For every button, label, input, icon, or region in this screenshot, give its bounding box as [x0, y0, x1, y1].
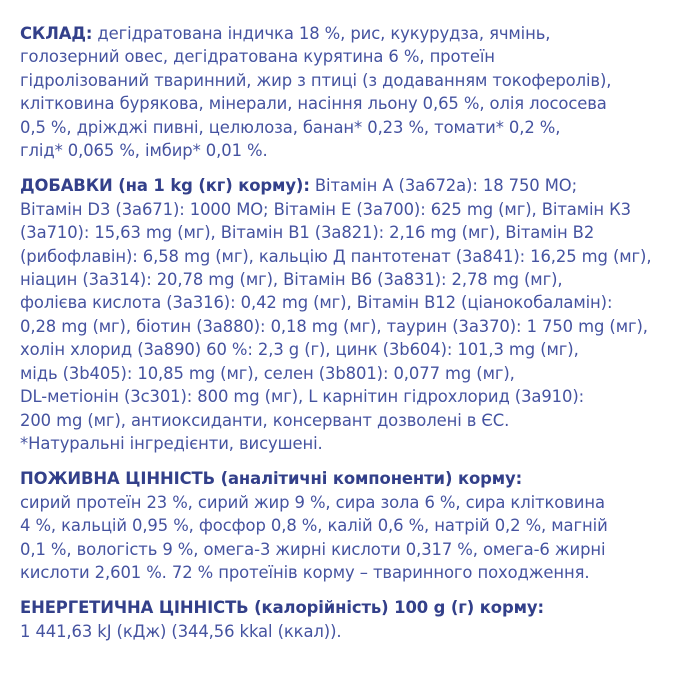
additives-first-text: Вітамін А (3а672а): 18 750 МО; [309, 176, 577, 196]
additives-line: мідь (3b405): 10,85 mg (мг), селен (3b801): 0,077 mg (мг), [20, 363, 515, 383]
additives-line: 0,28 mg (мг), біотин (3а880): 0,18 mg (мг), таурин (3а370): 1 750 mg (мг), [20, 316, 648, 336]
composition-first-line [20, 22, 680, 45]
nutrition-heading: ПОЖИВНА ЦІННІСТЬ (аналітичні компоненти) корму: [20, 469, 523, 489]
additives-line: фолієва кислота (3а316): 0,42 mg (мг), Вітамін В12 (ціанокобаламін): [20, 293, 613, 313]
composition-line: 0,5 %, дріжджі пивні, целюлоза, банан* 0,23 %, томати* 0,2 %, [20, 117, 561, 137]
additives-line: Вітамін D3 (3а671): 1000 МО; Вітамін Е (3а700): 625 mg (мг), Вітамін К3 [20, 199, 632, 219]
composition-line: глід* 0,065 %, імбир* 0,01 %. [20, 141, 268, 161]
composition-line: клітковина бурякова, мінерали, насіння льону 0,65 %, олія лососева [20, 94, 607, 114]
composition-line: гідролізований тваринний, жир з птиці (з додаванням токоферолів), [20, 70, 612, 90]
additives-section [20, 174, 680, 455]
additives-line: (3а710): 15,63 mg (мг), Вітамін В1 (3а821): 2,16 mg (мг), Вітамін В2 [20, 223, 595, 243]
composition-heading: СКЛАД: [20, 24, 93, 43]
composition-section [20, 22, 680, 162]
additives-heading: ДОБАВКИ (на 1 kg (кг) корму): [20, 176, 310, 196]
nutrition-line: сирий протеїн 23 %, сирий жир 9 %, сира зола 6 %, сира клітковина [20, 492, 605, 512]
additives-line: DL-метіонін (3с301): 800 mg (мг), L карнітин гідрохлорид (3а910): [20, 387, 585, 407]
energy-heading: ЕНЕРГЕТИЧНА ЦІННІСТЬ (калорійність) 100 g (г) корму: [20, 598, 544, 618]
nutrition-line: кислоти 2,601 %. 72 % протеїнів корму – тваринного походження. [20, 562, 590, 582]
energy-section [20, 596, 680, 643]
additives-line: холін хлорид (3а890) 60 %: 2,3 g (г), цинк (3b604): 101,3 mg (мг), [20, 340, 579, 360]
additives-line: ніацин (3а314): 20,78 mg (мг), Вітамін В6 (3а831): 2,78 mg (мг), [20, 270, 563, 290]
energy-line: 1 441,63 kJ (кДж) (344,56 kkal (ккал)). [20, 621, 342, 641]
additives-first-line [20, 174, 680, 197]
nutrition-section [20, 467, 680, 584]
additives-line: 200 mg (мг), антиоксиданти, консервант дозволені в ЄС. [20, 410, 510, 430]
composition-first-text: дегідратована індичка 18 %, рис, кукурудза, ячмінь, [92, 24, 551, 43]
nutrition-line: 0,1 %, вологість 9 %, омега-3 жирні кислоти 0,317 %, омега-6 жирні [20, 539, 606, 559]
additives-line: (рибофлавін): 6,58 mg (мг), кальцію Д пантотенат (3а841): 16,25 mg (мг), [20, 246, 652, 266]
additives-footnote: *Натуральні інгредієнти, висушені. [20, 433, 323, 453]
composition-line: голозерний овес, дегідратована курятина 6 %, протеїн [20, 47, 495, 67]
nutrition-line: 4 %, кальцій 0,95 %, фосфор 0,8 %, калій 0,6 %, натрій 0,2 %, магній [20, 516, 608, 536]
